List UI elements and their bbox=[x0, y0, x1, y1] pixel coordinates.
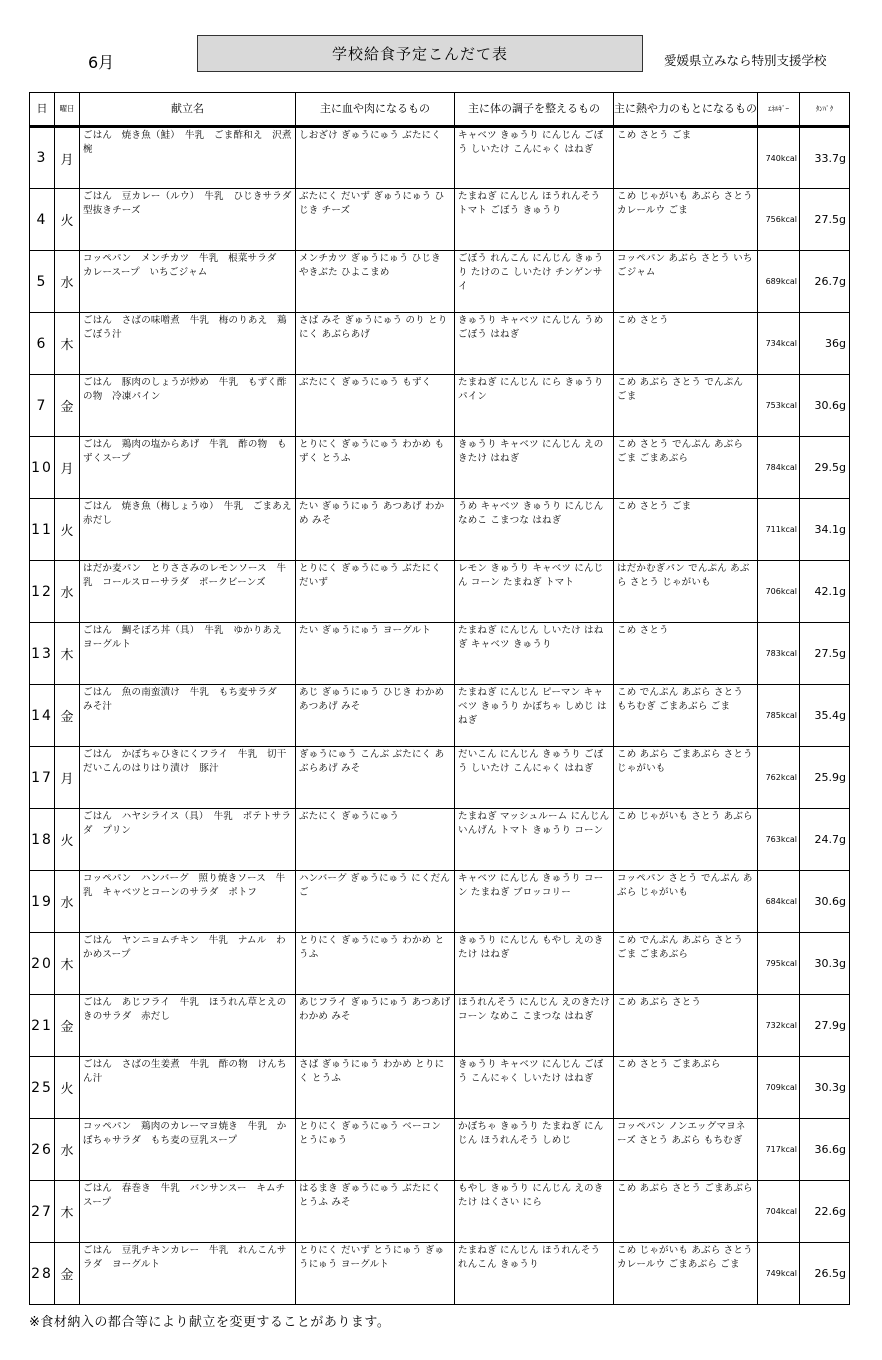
protein-amount-cell: 42.1g bbox=[800, 561, 850, 623]
energy-foods-cell: こめ あぶら さとう でんぷん ごま bbox=[614, 375, 758, 437]
weekday-cell: 火 bbox=[55, 499, 80, 561]
menu-cell: ごはん 鶏肉の塩からあげ 牛乳 酢の物 もずくスープ bbox=[80, 437, 296, 499]
day-cell: 18 bbox=[30, 809, 55, 871]
menu-cell: ごはん さばの生姜煮 牛乳 酢の物 けんちん汁 bbox=[80, 1057, 296, 1119]
energy-foods-cell: こめ じゃがいも あぶら さとう カレールウ ごま bbox=[614, 189, 758, 251]
vitamin-foods-cell: だいこん にんじん きゅうり ごぼう しいたけ こんにゃく はねぎ bbox=[455, 747, 614, 809]
header-energy-food: 主に熱や力のもとになるもの bbox=[614, 93, 758, 127]
protein-amount-cell: 22.6g bbox=[800, 1181, 850, 1243]
energy-foods-cell: こめ じゃがいも あぶら さとう カレールウ ごまあぶら ごま bbox=[614, 1243, 758, 1305]
header-menu: 献立名 bbox=[80, 93, 296, 127]
table-row bbox=[30, 127, 850, 189]
energy-foods-cell: こめ あぶら さとう ごまあぶら bbox=[614, 1181, 758, 1243]
protein-foods-cell: あじフライ ぎゅうにゅう あつあげ わかめ みそ bbox=[296, 995, 455, 1057]
menu-cell: ごはん 豚肉のしょうが炒め 牛乳 もずく酢の物 冷凍パイン bbox=[80, 375, 296, 437]
menu-cell: ごはん 春巻き 牛乳 バンサンスー キムチスープ bbox=[80, 1181, 296, 1243]
vitamin-foods-cell: もやし きゅうり にんじん えのきたけ はくさい にら bbox=[455, 1181, 614, 1243]
menu-cell: ごはん 焼き魚（梅しょうゆ） 牛乳 ごまあえ 赤だし bbox=[80, 499, 296, 561]
energy-foods-cell: コッペパン ノンエッグマヨネーズ さとう あぶら もちむぎ bbox=[614, 1119, 758, 1181]
protein-foods-cell: ぶたにく ぎゅうにゅう bbox=[296, 809, 455, 871]
table-row bbox=[30, 1181, 850, 1243]
vitamin-foods-cell: きゅうり キャベツ にんじん うめ ごぼう はねぎ bbox=[455, 313, 614, 375]
table-row bbox=[30, 189, 850, 251]
day-cell: 13 bbox=[30, 623, 55, 685]
menu-cell: ごはん 鯛そぼろ丼（具） 牛乳 ゆかりあえ ヨーグルト bbox=[80, 623, 296, 685]
protein-foods-cell: ハンバーグ ぎゅうにゅう にくだんご bbox=[296, 871, 455, 933]
vitamin-foods-cell: たまねぎ にんじん ほうれんそう れんこん きゅうり bbox=[455, 1243, 614, 1305]
weekday-cell: 木 bbox=[55, 313, 80, 375]
menu-cell: ごはん 豆乳チキンカレー 牛乳 れんこんサラダ ヨーグルト bbox=[80, 1243, 296, 1305]
table-header-row bbox=[30, 93, 850, 127]
protein-foods-cell: ぶたにく ぎゅうにゅう もずく bbox=[296, 375, 455, 437]
protein-foods-cell: とりにく だいず とうにゅう ぎゅうにゅう ヨーグルト bbox=[296, 1243, 455, 1305]
energy-cell: 749kcal bbox=[758, 1243, 800, 1305]
energy-foods-cell: こめ あぶら ごまあぶら さとう じゃがいも bbox=[614, 747, 758, 809]
energy-foods-cell: コッペパン あぶら さとう いちごジャム bbox=[614, 251, 758, 313]
weekday-cell: 水 bbox=[55, 871, 80, 933]
table-row bbox=[30, 623, 850, 685]
weekday-cell: 金 bbox=[55, 685, 80, 747]
weekday-cell: 金 bbox=[55, 1243, 80, 1305]
weekday-cell: 月 bbox=[55, 127, 80, 189]
weekday-cell: 火 bbox=[55, 1057, 80, 1119]
weekday-cell: 火 bbox=[55, 809, 80, 871]
menu-cell: ごはん あじフライ 牛乳 ほうれん草とえのきのサラダ 赤だし bbox=[80, 995, 296, 1057]
energy-cell: 753kcal bbox=[758, 375, 800, 437]
table-row bbox=[30, 561, 850, 623]
vitamin-foods-cell: きゅうり キャベツ にんじん ごぼう こんにゃく しいたけ はねぎ bbox=[455, 1057, 614, 1119]
weekday-cell: 水 bbox=[55, 561, 80, 623]
energy-foods-cell: こめ さとう でんぷん あぶら ごま ごまあぶら bbox=[614, 437, 758, 499]
vitamin-foods-cell: きゅうり キャベツ にんじん えのきたけ はねぎ bbox=[455, 437, 614, 499]
protein-foods-cell: たい ぎゅうにゅう あつあげ わかめ みそ bbox=[296, 499, 455, 561]
table-row bbox=[30, 685, 850, 747]
table-row bbox=[30, 1057, 850, 1119]
vitamin-foods-cell: ごぼう れんこん にんじん きゅうり たけのこ しいたけ チンゲンサイ bbox=[455, 251, 614, 313]
energy-foods-cell: こめ でんぷん あぶら さとう ごま ごまあぶら bbox=[614, 933, 758, 995]
menu-cell: ごはん 豆カレー（ルウ） 牛乳 ひじきサラダ 型抜きチーズ bbox=[80, 189, 296, 251]
protein-foods-cell: しおざけ ぎゅうにゅう ぶたにく bbox=[296, 127, 455, 189]
protein-foods-cell: さば みそ ぎゅうにゅう のり とりにく あぶらあげ bbox=[296, 313, 455, 375]
menu-cell: はだか麦パン とりささみのレモンソース 牛乳 コールスローサラダ ポークビーンズ bbox=[80, 561, 296, 623]
header-protein: 主に血や肉になるもの bbox=[296, 93, 455, 127]
protein-foods-cell: あじ ぎゅうにゅう ひじき わかめ あつあげ みそ bbox=[296, 685, 455, 747]
protein-foods-cell: たい ぎゅうにゅう ヨーグルト bbox=[296, 623, 455, 685]
energy-cell: 734kcal bbox=[758, 313, 800, 375]
energy-cell: 762kcal bbox=[758, 747, 800, 809]
day-cell: 19 bbox=[30, 871, 55, 933]
vitamin-foods-cell: たまねぎ にんじん ほうれんそう トマト ごぼう きゅうり bbox=[455, 189, 614, 251]
day-cell: 25 bbox=[30, 1057, 55, 1119]
energy-foods-cell: こめ さとう ごまあぶら bbox=[614, 1057, 758, 1119]
energy-cell: 785kcal bbox=[758, 685, 800, 747]
protein-foods-cell: さば ぎゅうにゅう わかめ とりにく とうふ bbox=[296, 1057, 455, 1119]
vitamin-foods-cell: たまねぎ にんじん しいたけ はねぎ キャベツ きゅうり bbox=[455, 623, 614, 685]
menu-cell: ごはん 魚の南蛮漬け 牛乳 もち麦サラダ みそ汁 bbox=[80, 685, 296, 747]
table-row bbox=[30, 499, 850, 561]
protein-amount-cell: 36.6g bbox=[800, 1119, 850, 1181]
table-row bbox=[30, 1243, 850, 1305]
vitamin-foods-cell: ほうれんそう にんじん えのきたけ コーン なめこ こまつな はねぎ bbox=[455, 995, 614, 1057]
weekday-cell: 金 bbox=[55, 375, 80, 437]
energy-foods-cell: コッペパン さとう でんぷん あぶら じゃがいも bbox=[614, 871, 758, 933]
energy-cell: 795kcal bbox=[758, 933, 800, 995]
vitamin-foods-cell: キャベツ きゅうり にんじん ごぼう しいたけ こんにゃく はねぎ bbox=[455, 127, 614, 189]
energy-cell: 704kcal bbox=[758, 1181, 800, 1243]
energy-cell: 684kcal bbox=[758, 871, 800, 933]
energy-foods-cell: こめ あぶら さとう bbox=[614, 995, 758, 1057]
table-row bbox=[30, 995, 850, 1057]
protein-amount-cell: 27.5g bbox=[800, 623, 850, 685]
protein-foods-cell: メンチカツ ぎゅうにゅう ひじき やきぶた ひよこまめ bbox=[296, 251, 455, 313]
protein-amount-cell: 27.5g bbox=[800, 189, 850, 251]
protein-amount-cell: 26.5g bbox=[800, 1243, 850, 1305]
header-protein-amount: ﾀﾝﾊﾟｸ bbox=[800, 93, 850, 127]
energy-cell: 756kcal bbox=[758, 189, 800, 251]
protein-amount-cell: 35.4g bbox=[800, 685, 850, 747]
table-row bbox=[30, 437, 850, 499]
protein-amount-cell: 33.7g bbox=[800, 127, 850, 189]
protein-foods-cell: とりにく ぎゅうにゅう ぶたにく だいず bbox=[296, 561, 455, 623]
protein-amount-cell: 25.9g bbox=[800, 747, 850, 809]
protein-amount-cell: 29.5g bbox=[800, 437, 850, 499]
energy-foods-cell: こめ じゃがいも さとう あぶら bbox=[614, 809, 758, 871]
day-cell: 11 bbox=[30, 499, 55, 561]
energy-cell: 709kcal bbox=[758, 1057, 800, 1119]
weekday-cell: 月 bbox=[55, 747, 80, 809]
protein-amount-cell: 36g bbox=[800, 313, 850, 375]
footer-note: ※食材納入の都合等により献立を変更することがあります。 bbox=[29, 1315, 391, 1330]
protein-foods-cell: とりにく ぎゅうにゅう わかめ もずく とうふ bbox=[296, 437, 455, 499]
menu-cell: ごはん ヤンニョムチキン 牛乳 ナムル わかめスープ bbox=[80, 933, 296, 995]
header-vitamin: 主に体の調子を整えるもの bbox=[455, 93, 614, 127]
month-label: 6月 bbox=[88, 53, 115, 72]
energy-foods-cell: こめ さとう ごま bbox=[614, 499, 758, 561]
header-energy: ｴﾈﾙｷﾞｰ bbox=[758, 93, 800, 127]
weekday-cell: 水 bbox=[55, 1119, 80, 1181]
day-cell: 20 bbox=[30, 933, 55, 995]
table-row bbox=[30, 375, 850, 437]
day-cell: 28 bbox=[30, 1243, 55, 1305]
protein-amount-cell: 30.6g bbox=[800, 375, 850, 437]
day-cell: 6 bbox=[30, 313, 55, 375]
weekday-cell: 木 bbox=[55, 933, 80, 995]
table-row bbox=[30, 313, 850, 375]
day-cell: 27 bbox=[30, 1181, 55, 1243]
energy-cell: 706kcal bbox=[758, 561, 800, 623]
weekday-cell: 水 bbox=[55, 251, 80, 313]
vitamin-foods-cell: かぼちゃ きゅうり たまねぎ にんじん ほうれんそう しめじ bbox=[455, 1119, 614, 1181]
menu-table bbox=[29, 92, 850, 1305]
weekday-cell: 木 bbox=[55, 1181, 80, 1243]
menu-cell: コッペパン メンチカツ 牛乳 根菜サラダ カレースープ いちごジャム bbox=[80, 251, 296, 313]
page-title: 学校給食予定こんだて表 bbox=[197, 35, 643, 72]
protein-amount-cell: 30.6g bbox=[800, 871, 850, 933]
vitamin-foods-cell: キャベツ にんじん きゅうり コーン たまねぎ ブロッコリー bbox=[455, 871, 614, 933]
school-name: 愛媛県立みなら特別支援学校 bbox=[664, 53, 827, 68]
vitamin-foods-cell: レモン きゅうり キャベツ にんじん コーン たまねぎ トマト bbox=[455, 561, 614, 623]
energy-cell: 711kcal bbox=[758, 499, 800, 561]
vitamin-foods-cell: たまねぎ マッシュルーム にんじん いんげん トマト きゅうり コーン bbox=[455, 809, 614, 871]
day-cell: 12 bbox=[30, 561, 55, 623]
day-cell: 3 bbox=[30, 127, 55, 189]
protein-foods-cell: はるまき ぎゅうにゅう ぶたにく とうふ みそ bbox=[296, 1181, 455, 1243]
protein-foods-cell: ぎゅうにゅう こんぶ ぶたにく あぶらあげ みそ bbox=[296, 747, 455, 809]
vitamin-foods-cell: きゅうり にんじん もやし えのきたけ はねぎ bbox=[455, 933, 614, 995]
menu-cell: コッペパン 鶏肉のカレーマヨ焼き 牛乳 かぼちゃサラダ もち麦の豆乳スープ bbox=[80, 1119, 296, 1181]
table-row bbox=[30, 251, 850, 313]
energy-cell: 717kcal bbox=[758, 1119, 800, 1181]
energy-cell: 783kcal bbox=[758, 623, 800, 685]
table-row bbox=[30, 1119, 850, 1181]
weekday-cell: 月 bbox=[55, 437, 80, 499]
menu-cell: ごはん かぼちゃひきにくフライ 牛乳 切干だいこんのはりはり漬け 豚汁 bbox=[80, 747, 296, 809]
energy-cell: 740kcal bbox=[758, 127, 800, 189]
day-cell: 21 bbox=[30, 995, 55, 1057]
protein-amount-cell: 30.3g bbox=[800, 1057, 850, 1119]
header-day: 日 bbox=[30, 93, 55, 127]
menu-cell: ごはん 焼き魚（鮭） 牛乳 ごま酢和え 沢煮椀 bbox=[80, 127, 296, 189]
table-row bbox=[30, 871, 850, 933]
header-weekday: 曜日 bbox=[55, 93, 80, 127]
vitamin-foods-cell: たまねぎ にんじん にら きゅうり パイン bbox=[455, 375, 614, 437]
menu-cell: ごはん さばの味噌煮 牛乳 梅のりあえ 鶏ごぼう汁 bbox=[80, 313, 296, 375]
protein-amount-cell: 26.7g bbox=[800, 251, 850, 313]
energy-cell: 732kcal bbox=[758, 995, 800, 1057]
energy-foods-cell: こめ さとう bbox=[614, 623, 758, 685]
energy-foods-cell: こめ さとう bbox=[614, 313, 758, 375]
day-cell: 4 bbox=[30, 189, 55, 251]
energy-cell: 689kcal bbox=[758, 251, 800, 313]
energy-foods-cell: こめ さとう ごま bbox=[614, 127, 758, 189]
energy-cell: 784kcal bbox=[758, 437, 800, 499]
protein-foods-cell: ぶたにく だいず ぎゅうにゅう ひじき チーズ bbox=[296, 189, 455, 251]
weekday-cell: 金 bbox=[55, 995, 80, 1057]
menu-cell: コッペパン ハンバーグ 照り焼きソース 牛乳 キャベツとコーンのサラダ ポトフ bbox=[80, 871, 296, 933]
vitamin-foods-cell: たまねぎ にんじん ピーマン キャベツ きゅうり かぼちゃ しめじ はねぎ bbox=[455, 685, 614, 747]
day-cell: 14 bbox=[30, 685, 55, 747]
day-cell: 10 bbox=[30, 437, 55, 499]
day-cell: 26 bbox=[30, 1119, 55, 1181]
protein-foods-cell: とりにく ぎゅうにゅう わかめ とうふ bbox=[296, 933, 455, 995]
energy-foods-cell: はだかむぎパン でんぷん あぶら さとう じゃがいも bbox=[614, 561, 758, 623]
protein-amount-cell: 34.1g bbox=[800, 499, 850, 561]
weekday-cell: 火 bbox=[55, 189, 80, 251]
day-cell: 7 bbox=[30, 375, 55, 437]
energy-cell: 763kcal bbox=[758, 809, 800, 871]
day-cell: 5 bbox=[30, 251, 55, 313]
energy-foods-cell: こめ でんぷん あぶら さとう もちむぎ ごまあぶら ごま bbox=[614, 685, 758, 747]
menu-cell: ごはん ハヤシライス（具） 牛乳 ポテトサラダ プリン bbox=[80, 809, 296, 871]
weekday-cell: 木 bbox=[55, 623, 80, 685]
protein-foods-cell: とりにく ぎゅうにゅう ベーコン とうにゅう bbox=[296, 1119, 455, 1181]
day-cell: 17 bbox=[30, 747, 55, 809]
vitamin-foods-cell: うめ キャベツ きゅうり にんじん なめこ こまつな はねぎ bbox=[455, 499, 614, 561]
protein-amount-cell: 27.9g bbox=[800, 995, 850, 1057]
table-row bbox=[30, 809, 850, 871]
protein-amount-cell: 30.3g bbox=[800, 933, 850, 995]
table-row bbox=[30, 747, 850, 809]
protein-amount-cell: 24.7g bbox=[800, 809, 850, 871]
table-row bbox=[30, 933, 850, 995]
